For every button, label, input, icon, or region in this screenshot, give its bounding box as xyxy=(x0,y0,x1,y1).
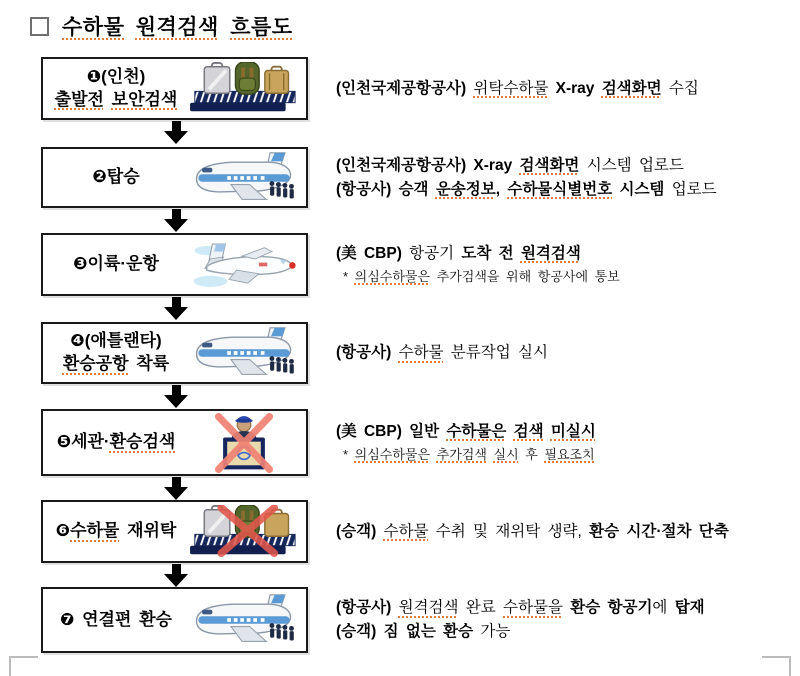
description-line xyxy=(336,154,798,178)
step-description xyxy=(336,57,798,120)
label-segment: ❼ 연결편 환승 xyxy=(60,609,172,629)
description-segment xyxy=(506,423,513,440)
description-segment: 에 xyxy=(652,599,675,616)
description-segment: (인천국제공항공사) xyxy=(336,79,474,97)
description-segment: 수취 및 재위탁 생략, xyxy=(428,522,590,540)
page-title-text xyxy=(62,11,293,41)
description-segment: 추가검색 xyxy=(436,446,487,462)
title-segment: 흐름도 xyxy=(230,16,293,39)
description-segment: 검색화면 xyxy=(519,156,580,174)
title-segment: 수하물 xyxy=(62,16,125,39)
title-segment xyxy=(219,16,230,39)
airplane-flying-icon xyxy=(187,240,301,289)
description-segment: 의심수하물은 xyxy=(354,446,431,462)
airplane-boarding-icon xyxy=(187,151,301,205)
page-corner-mark xyxy=(9,656,38,676)
description-segment: (美 CBP) xyxy=(336,244,410,262)
label-segment: ❹(애틀랜타) xyxy=(70,331,162,351)
description-note-line xyxy=(336,266,798,288)
down-arrow-icon xyxy=(159,121,193,145)
description-segment: 가능 xyxy=(473,623,511,640)
step-label xyxy=(45,609,187,632)
step-box xyxy=(41,322,308,384)
description-segment: * xyxy=(343,446,355,462)
label-segment: ❻ xyxy=(55,521,71,541)
label-segment: 착륙 xyxy=(128,354,170,373)
label-segment xyxy=(104,90,112,109)
down-arrow-icon xyxy=(159,209,193,233)
description-segment: 환승 항공기 xyxy=(570,599,653,616)
step-description xyxy=(336,233,798,296)
description-segment: (美 CBP) xyxy=(336,422,410,440)
description-segment xyxy=(548,80,555,97)
description-segment: (인천국제공항공사) xyxy=(336,156,474,174)
label-segment: 환승검색 xyxy=(109,432,176,452)
description-segment: 시스템 xyxy=(619,180,665,198)
step-label xyxy=(45,431,187,454)
step-label xyxy=(45,166,187,189)
label-segment: 재위탁 xyxy=(119,521,177,541)
description-line xyxy=(336,178,798,202)
step-description xyxy=(336,500,798,563)
description-segment: 실시 xyxy=(493,446,519,462)
description-note-line xyxy=(336,444,798,466)
step-label-line xyxy=(45,330,187,353)
description-line xyxy=(336,341,798,365)
step-label-line xyxy=(45,89,187,112)
step-label-line xyxy=(45,253,187,276)
description-segment: 완료 xyxy=(458,599,504,616)
airplane-boarding-icon xyxy=(187,326,301,380)
description-segment: 짐 없는 환승 xyxy=(383,623,474,640)
description-segment: (항공사) xyxy=(336,599,399,616)
step-label xyxy=(45,253,187,276)
step-label-line xyxy=(45,353,187,376)
airplane-boarding-icon xyxy=(187,593,301,647)
step-label xyxy=(45,520,187,543)
description-segment: (승객) xyxy=(336,522,384,540)
description-segment: 위탁수하물 xyxy=(473,79,549,97)
description-segment: 도착 전 xyxy=(461,244,521,262)
description-segment: 미실시 xyxy=(550,422,596,440)
label-segment: 출발전 xyxy=(54,89,104,109)
description-line xyxy=(336,520,798,544)
description-segment: X-ray xyxy=(473,156,520,174)
label-segment: 수하물 xyxy=(70,521,120,541)
description-segment xyxy=(487,447,494,462)
description-segment: 일반 xyxy=(409,422,447,440)
description-segment: 수하물은 xyxy=(446,422,507,440)
description-segment: 수하물식별번호 xyxy=(507,180,613,198)
description-segment: * xyxy=(343,268,355,284)
step-label-line xyxy=(45,609,187,632)
customs-screening-crossed-icon xyxy=(187,413,301,473)
label-segment: 보안검색 xyxy=(111,89,178,109)
description-segment xyxy=(544,423,551,440)
description-line xyxy=(336,420,798,444)
description-segment xyxy=(430,447,437,462)
step-box xyxy=(41,57,308,120)
description-segment: 의심수하물은 xyxy=(354,268,431,284)
description-segment: 항공기 xyxy=(409,244,462,262)
step-box xyxy=(41,233,308,296)
description-segment: 탑재 xyxy=(674,599,705,616)
description-segment: 분류작업 실시 xyxy=(443,344,548,361)
down-arrow-icon xyxy=(159,564,193,588)
description-segment: 추가검색을 위해 항공사에 통보 xyxy=(430,268,620,284)
description-segment: 환승 시간·절차 단축 xyxy=(589,522,729,540)
description-line xyxy=(336,77,798,101)
label-segment: ❸이륙·운항 xyxy=(73,254,159,274)
step-label-line xyxy=(45,166,187,189)
label-segment: ❺세관· xyxy=(56,432,110,452)
description-segment: 업로드 xyxy=(664,180,717,198)
step-description xyxy=(336,587,798,653)
step-box xyxy=(41,409,308,476)
description-segment: 시스템 업로드 xyxy=(579,156,684,174)
description-segment: (항공사) xyxy=(336,180,399,198)
baggage-recheck-crossed-icon xyxy=(187,505,301,558)
description-segment: (항공사) xyxy=(336,344,399,361)
label-segment: ❷탑승 xyxy=(92,167,140,187)
description-segment: 수하물 xyxy=(383,522,429,540)
page-corner-mark xyxy=(762,656,791,676)
step-box xyxy=(41,587,308,653)
step-description xyxy=(336,147,798,208)
down-arrow-icon xyxy=(159,385,193,409)
description-segment: 운송정보 xyxy=(435,180,496,198)
description-segment: 수집 xyxy=(661,79,699,97)
description-segment: 원격검색 xyxy=(398,599,459,616)
description-segment: 검색 xyxy=(513,422,544,440)
description-segment: 승객 xyxy=(398,180,436,198)
description-segment: 후 xyxy=(518,446,545,462)
step-box xyxy=(41,147,308,208)
title-segment xyxy=(124,16,135,39)
description-segment: 수하물 xyxy=(398,344,444,361)
title-segment: 원격검색 xyxy=(135,16,219,39)
square-bullet-icon xyxy=(30,17,49,36)
description-segment: 검색화면 xyxy=(601,79,662,97)
description-segment: 원격검색 xyxy=(520,244,581,262)
description-segment: 수하물을 xyxy=(503,599,563,616)
description-segment: (승객) xyxy=(336,623,384,640)
step-label xyxy=(45,66,187,112)
step-label-line xyxy=(45,431,187,454)
description-line xyxy=(336,620,798,644)
page-title xyxy=(30,11,293,41)
step-description xyxy=(336,409,798,476)
down-arrow-icon xyxy=(159,477,193,501)
step-label xyxy=(45,330,187,376)
description-line xyxy=(336,242,798,266)
step-description xyxy=(336,322,798,384)
label-segment: ❶(인천) xyxy=(86,66,146,86)
description-segment: 필요조치 xyxy=(544,446,595,462)
step-label-line xyxy=(45,520,187,543)
description-line xyxy=(336,596,798,620)
step-label-line xyxy=(45,66,187,89)
label-segment: 환승공항 xyxy=(62,354,129,373)
description-segment: , xyxy=(495,180,508,198)
baggage-conveyor-icon xyxy=(187,62,301,115)
step-box xyxy=(41,500,308,563)
description-segment: X-ray xyxy=(555,79,602,97)
down-arrow-icon xyxy=(159,297,193,321)
